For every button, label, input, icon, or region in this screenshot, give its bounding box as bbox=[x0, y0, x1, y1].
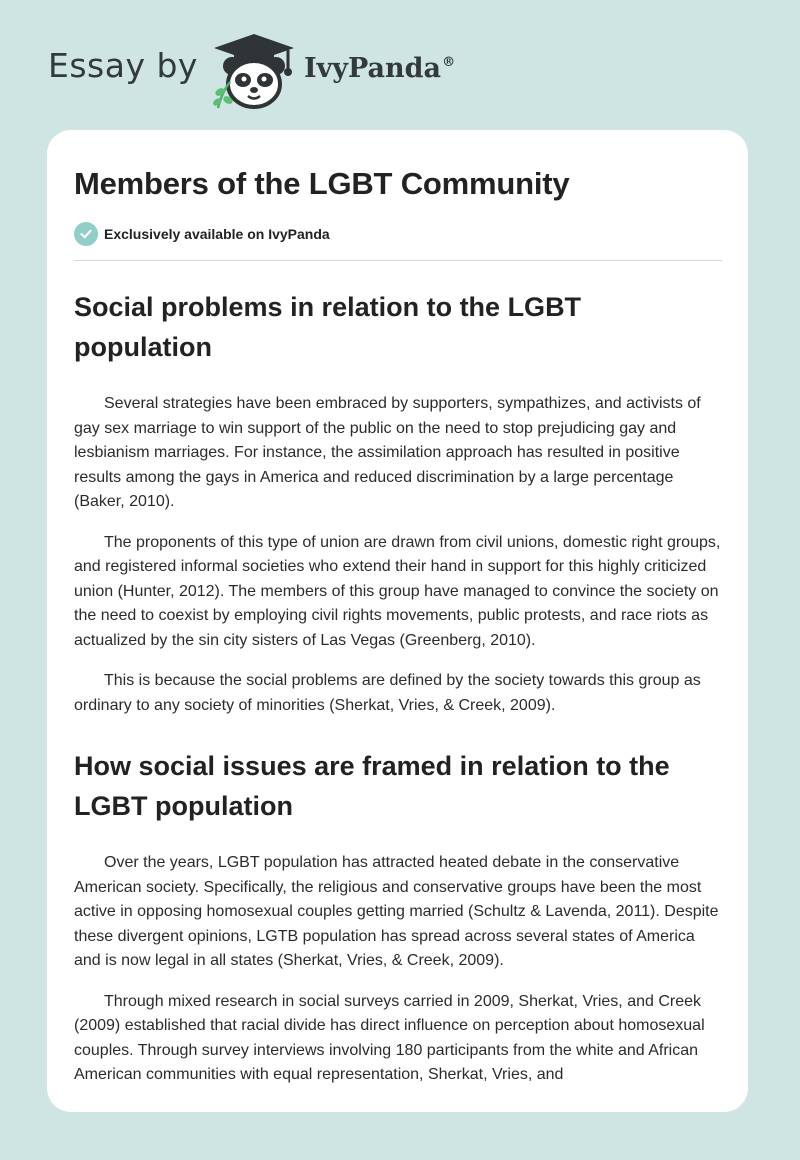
article-card bbox=[47, 130, 748, 1112]
check-icon bbox=[74, 222, 98, 246]
paragraph: This is because the social problems are defined by the society towards this group as ordinary to any society of minorities (Sherkat, Vries, & Creek, 2009). bbox=[74, 672, 701, 714]
section-heading: How social issues are framed in relation to the LGBT population bbox=[74, 751, 670, 821]
brand-name[interactable] bbox=[304, 53, 455, 84]
section-heading: Social problems in relation to the LGBT population bbox=[74, 292, 582, 362]
brand-name-text: IvyPanda bbox=[303, 52, 442, 84]
ivypanda-logo-icon[interactable] bbox=[208, 30, 300, 110]
divider bbox=[74, 260, 722, 261]
exclusive-badge bbox=[74, 222, 722, 246]
paragraph: Several strategies have been embraced by supporters, sympathizes, and activists of gay sex marriage to win support of the public on the need to stop prejudicing gay and lesbianism marriages. For instance, the assimilation approach has resulted in positive results among the gays in America and reduced discrimination by a large percentage (Baker, 2010). bbox=[74, 395, 701, 510]
registered-mark: ® bbox=[442, 54, 456, 70]
paragraph: Over the years, LGBT population has attracted heated debate in the conservative American society. Specifically, the religious and conservative groups have been the most active in opposing homosexual couples getting married (Schultz & Lavenda, 2011). Despite these divergent opinions, LGTB population has spread across several states of America and is now legal in all states (Sherkat, Vries, & Creek, 2009). bbox=[74, 854, 719, 969]
paragraph: The proponents of this type of union are drawn from civil unions, domestic right groups, and registered informal societies who extend their hand in support for this highly criticized union (Hunter, 2012). The members of this group have managed to convince the society on the need to coexist by employing civil rights movements, public protests, and race riots as actualized by the sin city sisters of Las Vegas (Greenberg, 2010). bbox=[74, 533, 721, 649]
site-header bbox=[48, 30, 455, 110]
article-title: Members of the LGBT Community bbox=[74, 166, 570, 201]
badge-text: Exclusively available on IvyPanda bbox=[104, 226, 330, 242]
paragraph: Through mixed research in social surveys carried in 2009, Sherkat, Vries, and Creek (2009) established that racial divide has direct influence on perception about homosexual couples. Through survey interviews involving 180 participants from the white and African American communities with equal representation, Sherkat, Vries, and bbox=[74, 992, 705, 1083]
essay-by-label: Essay by bbox=[48, 45, 198, 85]
